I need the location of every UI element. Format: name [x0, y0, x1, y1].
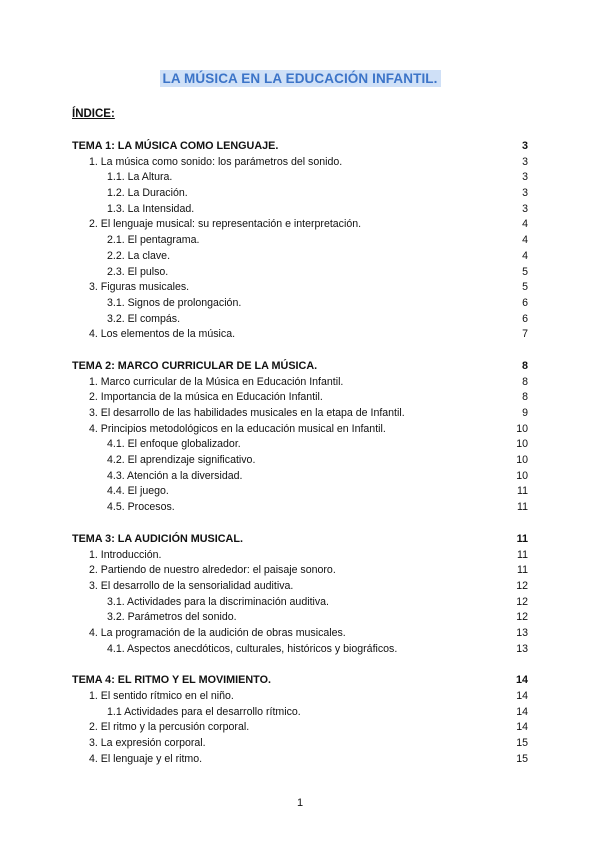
toc-entry[interactable] — [72, 186, 528, 202]
toc-entry[interactable] — [72, 705, 528, 721]
toc-entry-title: 4.3. Atención a la diversidad. — [107, 469, 243, 482]
toc-entry-title: 4.1. Aspectos anecdóticos, culturales, históricos y biográficos. — [107, 642, 398, 655]
toc-entry-title: 4.2. El aprendizaje significativo. — [107, 454, 256, 467]
toc-entry-page: 11 — [516, 532, 528, 545]
toc-entry-title: 3. Figuras musicales. — [89, 281, 190, 294]
toc-entry[interactable] — [72, 610, 528, 626]
toc-entry-page: 9 — [522, 407, 528, 419]
toc-entry-title: TEMA 3: LA AUDICIÓN MUSICAL. — [72, 532, 243, 545]
toc-entry-page: 3 — [522, 171, 528, 184]
toc-entry-title: TEMA 4: EL RITMO Y EL MOVIMIENTO. — [72, 674, 271, 687]
toc-entry[interactable] — [72, 249, 528, 265]
toc-entry-page: 4 — [522, 218, 528, 231]
toc-entry[interactable] — [72, 453, 528, 469]
toc-entry[interactable] — [72, 155, 528, 171]
toc-entry-title: 2. El lenguaje musical: su representación e interpretación. — [89, 218, 362, 231]
toc-entry[interactable] — [72, 484, 528, 500]
toc-entry-title: 3. La expresión corporal. — [89, 737, 206, 750]
toc-entry-page: 12 — [516, 595, 528, 608]
toc-entry[interactable] — [72, 265, 528, 281]
toc-entry-title: TEMA 2: MARCO CURRICULAR DE LA MÚSICA. — [72, 359, 318, 372]
toc-chapter-entry[interactable] — [72, 139, 528, 155]
toc-entry-title: 4. La programación de la audición de obras musicales. — [89, 626, 346, 639]
page-number: 1 — [296, 797, 304, 809]
toc-entry[interactable] — [72, 390, 528, 406]
toc-entry-title: 4.5. Procesos. — [107, 501, 175, 514]
toc-entry-title: 2.1. El pentagrama. — [107, 234, 200, 247]
toc-entry-page: 3 — [522, 187, 528, 200]
toc-entry[interactable] — [72, 233, 528, 249]
toc-entry-page: 11 — [517, 564, 528, 577]
toc-entry[interactable] — [72, 406, 528, 422]
toc-entry-page: 14 — [516, 721, 528, 734]
toc-entry-page: 6 — [522, 312, 528, 325]
toc-entry-page: 3 — [522, 202, 528, 215]
toc-entry-page: 13 — [516, 626, 528, 639]
toc-entry[interactable] — [72, 202, 528, 218]
toc-entry-page: 8 — [522, 375, 528, 388]
toc-entry[interactable] — [72, 327, 528, 343]
toc-entry[interactable] — [72, 626, 528, 642]
toc-entry-title: 3.1. Actividades para la discriminación auditiva. — [107, 595, 329, 608]
toc-entry-title: 3. El desarrollo de las habilidades musicales en la etapa de Infantil. — [89, 407, 405, 419]
toc-entry-title: 1. Introducción. — [89, 548, 162, 561]
toc-entry-page: 3 — [521, 140, 528, 152]
toc-entry-title: 1.1 Actividades para el desarrollo rítmico. — [107, 705, 301, 718]
toc-entry-page: 5 — [522, 265, 528, 278]
toc-entry-title: 4. El lenguaje y el ritmo. — [89, 752, 203, 765]
toc-entry-page: 14 — [516, 690, 528, 702]
toc-entry-title: TEMA 1: LA MÚSICA COMO LENGUAJE. — [72, 140, 279, 152]
toc-entry-page: 11 — [517, 501, 528, 514]
toc-entry-page: 7 — [522, 328, 528, 341]
toc-entry-page: 14 — [516, 705, 528, 718]
toc-entry[interactable] — [72, 312, 528, 328]
toc-entry-page: 12 — [516, 579, 528, 592]
toc-entry[interactable] — [72, 469, 528, 485]
toc-entry[interactable] — [72, 689, 528, 705]
toc-entry[interactable] — [72, 642, 528, 658]
toc-entry-page: 10 — [516, 422, 528, 435]
toc-entry-title: 2.3. El pulso. — [107, 265, 169, 278]
toc-entry-page: 8 — [522, 391, 528, 404]
toc-entry-page: 10 — [516, 454, 528, 467]
toc-entry[interactable] — [72, 548, 528, 564]
toc-entry[interactable] — [72, 500, 528, 516]
toc-entry-page: 6 — [522, 296, 528, 309]
toc-entry[interactable] — [72, 170, 528, 186]
toc-chapter-entry[interactable] — [72, 532, 528, 548]
toc-entry-title: 2. El ritmo y la percusión corporal. — [89, 721, 250, 734]
toc-entry-page: 10 — [516, 438, 528, 451]
toc-entry-title: 1.2. La Duración. — [107, 187, 188, 200]
toc-entry[interactable] — [72, 375, 528, 391]
toc-entry-page: 4 — [522, 249, 528, 262]
toc-entry-title: 2.2. La clave. — [107, 249, 171, 262]
toc-entry-title: 2. Partiendo de nuestro alrededor: el paisaje sonoro. — [89, 564, 336, 577]
toc-chapter-entry[interactable] — [72, 673, 528, 689]
toc-entry-page: 4 — [522, 234, 528, 247]
toc-entry-title: 1.1. La Altura. — [107, 171, 173, 184]
toc-entry-title: 4.4. El juego. — [107, 485, 169, 498]
toc-entry-title: 4. Los elementos de la música. — [89, 328, 236, 341]
toc-entry[interactable] — [72, 296, 528, 312]
toc-entry-page: 12 — [516, 611, 528, 624]
toc-entry-page: 13 — [516, 642, 528, 655]
document-title-block — [0, 70, 600, 88]
document-title: LA MÚSICA EN LA EDUCACIÓN INFANTIL. — [160, 70, 441, 87]
toc-entry-page: 10 — [516, 469, 528, 482]
toc-entry[interactable] — [72, 736, 528, 752]
toc-entry-title: 1.3. La Intensidad. — [107, 202, 195, 215]
toc-entry-title: 3.2. El compás. — [107, 312, 181, 325]
toc-chapter-entry[interactable] — [72, 359, 528, 375]
toc-entry[interactable] — [72, 579, 528, 595]
table-of-contents — [72, 139, 528, 767]
toc-entry-title: 3. El desarrollo de la sensorialidad auditiva. — [89, 579, 294, 592]
toc-entry-title: 1. El sentido rítmico en el niño. — [89, 690, 234, 702]
toc-entry[interactable] — [72, 280, 528, 296]
toc-entry-page: 3 — [522, 155, 528, 168]
toc-entry[interactable] — [72, 563, 528, 579]
toc-entry-title: 2. Importancia de la música en Educación Infantil. — [89, 391, 323, 404]
toc-entry-title: 3.1. Signos de prolongación. — [107, 296, 242, 309]
toc-entry-title: 1. Marco curricular de la Música en Educación Infantil. — [89, 375, 344, 388]
toc-entry[interactable] — [72, 217, 528, 233]
toc-entry[interactable] — [72, 422, 528, 438]
toc-entry-page: 15 — [516, 752, 528, 765]
toc-entry-page: 14 — [515, 674, 528, 687]
toc-entry-title: 1. La música como sonido: los parámetros del sonido. — [89, 155, 343, 168]
toc-entry-title: 3.2. Parámetros del sonido. — [107, 611, 237, 624]
toc-entry-page: 11 — [517, 485, 528, 498]
toc-entry-page: 5 — [522, 281, 528, 294]
index-heading: ÍNDICE: — [72, 108, 115, 120]
toc-entry-page: 15 — [516, 737, 528, 750]
toc-entry[interactable] — [72, 437, 528, 453]
toc-entry[interactable] — [72, 752, 528, 768]
toc-entry-title: 4. Principios metodológicos en la educación musical en Infantil. — [89, 422, 386, 435]
toc-entry[interactable] — [72, 720, 528, 736]
toc-entry-page: 11 — [517, 548, 528, 561]
toc-entry[interactable] — [72, 595, 528, 611]
toc-entry-page: 8 — [521, 359, 528, 372]
toc-entry-title: 4.1. El enfoque globalizador. — [107, 438, 241, 451]
